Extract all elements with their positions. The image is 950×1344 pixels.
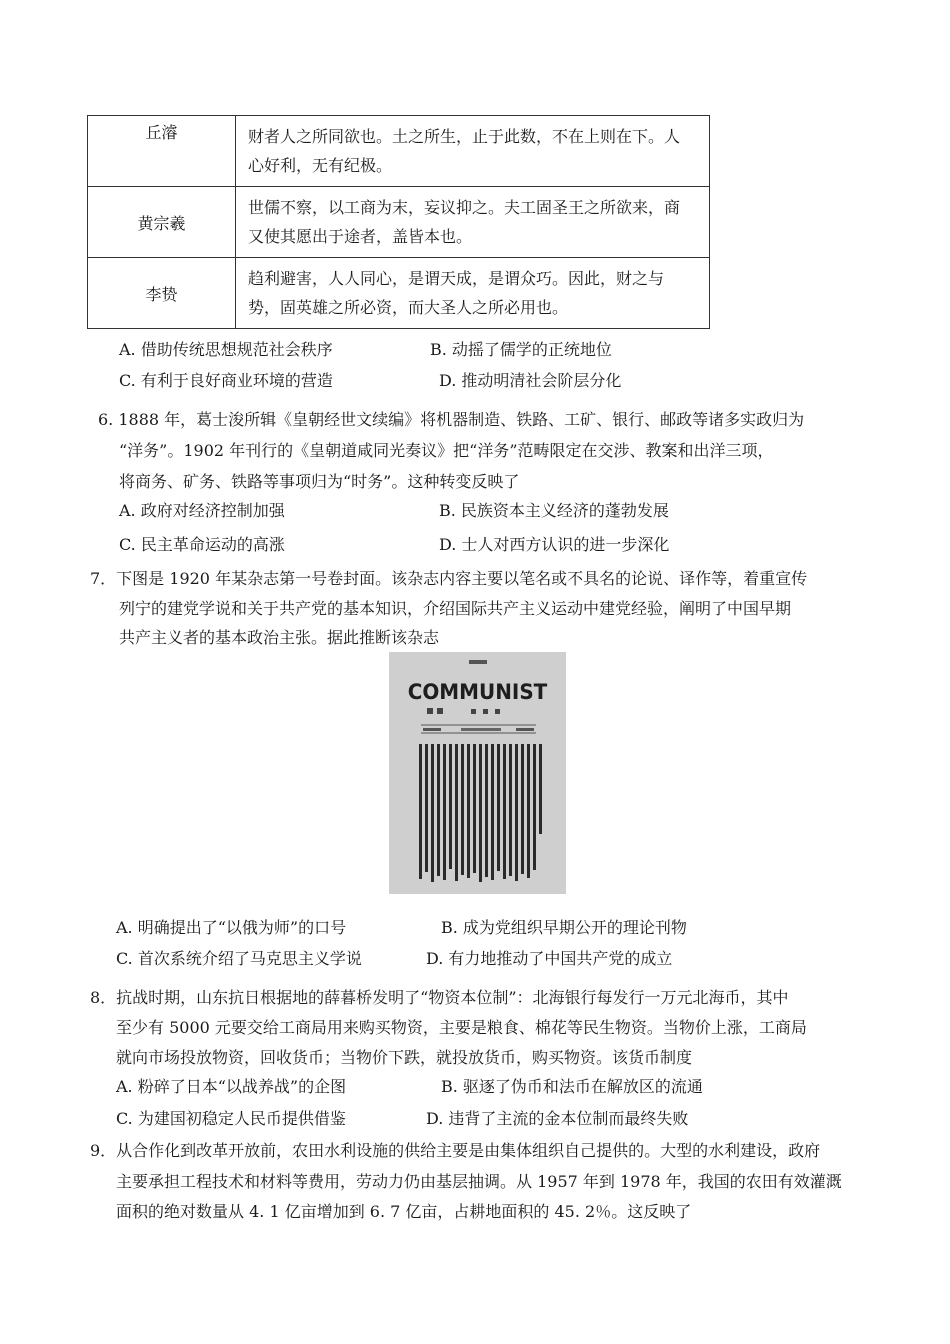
q6-option-a: A. 政府对经济控制加强	[119, 501, 285, 520]
q9-stem-line: 主要承担工程技术和材料等费用，劳动力仍由基层抽调。从 1957 年到 1978 年，我国的农田有效灌溉	[116, 1172, 842, 1191]
person-name: 丘濬	[88, 116, 236, 187]
cover-text-columns	[419, 744, 547, 884]
q8-stem-line: 至少有 5000 元要交给工商局用来购买物资，主要是粮食、棉花等民生物资。当物价上涨，工商局	[116, 1018, 807, 1037]
q6-option-d: D. 士人对西方认识的进一步深化	[439, 535, 670, 554]
q6-stem-line: 6. 1888 年，葛士浚所辑《皇朝经世文续编》将机器制造、铁路、工矿、银行、邮政等诸多实政归为	[98, 410, 805, 429]
q5-option-d: D. 推动明清社会阶层分化	[439, 371, 622, 390]
q8-stem-line: 就向市场投放物资，回收货币；当物价下跌，就投放货币，购买物资。该货币制度	[116, 1048, 693, 1067]
table-row	[88, 258, 710, 329]
q5-option-a: A. 借助传统思想规范社会秩序	[119, 340, 333, 359]
q6-option-b: B. 民族资本主义经济的蓬勃发展	[439, 501, 669, 520]
q5-option-c: C. 有利于良好商业环境的营造	[119, 371, 333, 390]
person-name: 李贽	[88, 258, 236, 329]
magazine-cover-image	[389, 652, 566, 894]
cover-title: COMMUNIST	[407, 680, 548, 704]
q7-option-b: B. 成为党组织早期公开的理论刊物	[441, 918, 687, 937]
q7-stem-line: 列宁的建党学说和关于共产党的基本知识，介绍国际共产主义运动中建党经验，阐明了中国早期	[119, 599, 792, 618]
q7-option-d: D. 有力地推动了中国共产党的成立	[426, 949, 673, 968]
table-row	[88, 116, 710, 187]
quotes-table	[87, 115, 710, 329]
q7-option-a: A. 明确提出了“以俄为师”的口号	[116, 918, 347, 937]
quote-text: 趋利避害，人人同心，是谓天成，是谓众巧。因此，财之与 势，固英雄之所必资，而大圣人之所必用也。	[236, 258, 710, 329]
person-name: 黄宗羲	[88, 187, 236, 258]
cover-subtitle-marks	[427, 706, 527, 716]
q6-stem-line: 将商务、矿务、铁路等事项归为“时务”。这种转变反映了	[119, 472, 520, 491]
cover-header-rule	[421, 724, 536, 734]
quote-text: 财者人之所同欲也。土之所生，止于此数，不在上则在下。人 心好利，无有纪极。	[236, 116, 710, 187]
q7-stem-line: 7．下图是 1920 年某杂志第一号卷封面。该杂志内容主要以笔名或不具名的论说、译作等，着重宣传	[90, 569, 808, 588]
table-row	[88, 187, 710, 258]
q9-stem-line: 面积的绝对数量从 4. 1 亿亩增加到 6. 7 亿亩，占耕地面积的 45. 2％。这反映了	[116, 1202, 692, 1221]
q7-option-c: C. 首次系统介绍了马克思主义学说	[116, 949, 362, 968]
q9-stem-line: 9．从合作化到改革开放前，农田水利设施的供给主要是由集体组织自己提供的。大型的水利建设，政府	[90, 1141, 821, 1160]
q8-stem-line: 8．抗战时期，山东抗日根据地的薛暮桥发明了“物资本位制”：北海银行每发行一万元北海币，其中	[90, 988, 789, 1007]
quote-text: 世儒不察，以工商为末，妄议抑之。夫工固圣王之所欲来，商 又使其愿出于途者，盖皆本也。	[236, 187, 710, 258]
q7-stem-line: 共产主义者的基本政治主张。据此推断该杂志	[119, 628, 440, 647]
q6-option-c: C. 民主革命运动的高涨	[119, 535, 285, 554]
q6-stem-line: “洋务”。1902 年刊行的《皇朝道咸同光奏议》把“洋务”范畴限定在交涉、教案和出洋三项，	[119, 441, 774, 460]
q5-option-b: B. 动摇了儒学的正统地位	[430, 340, 612, 359]
q8-option-b: B. 驱逐了伪币和法币在解放区的流通	[441, 1077, 703, 1096]
q8-option-a: A. 粉碎了日本“以战养战”的企图	[116, 1077, 347, 1096]
q8-option-d: D. 违背了主流的金本位制而最终失败	[426, 1109, 689, 1128]
q8-option-c: C. 为建国初稳定人民币提供借鉴	[116, 1109, 346, 1128]
